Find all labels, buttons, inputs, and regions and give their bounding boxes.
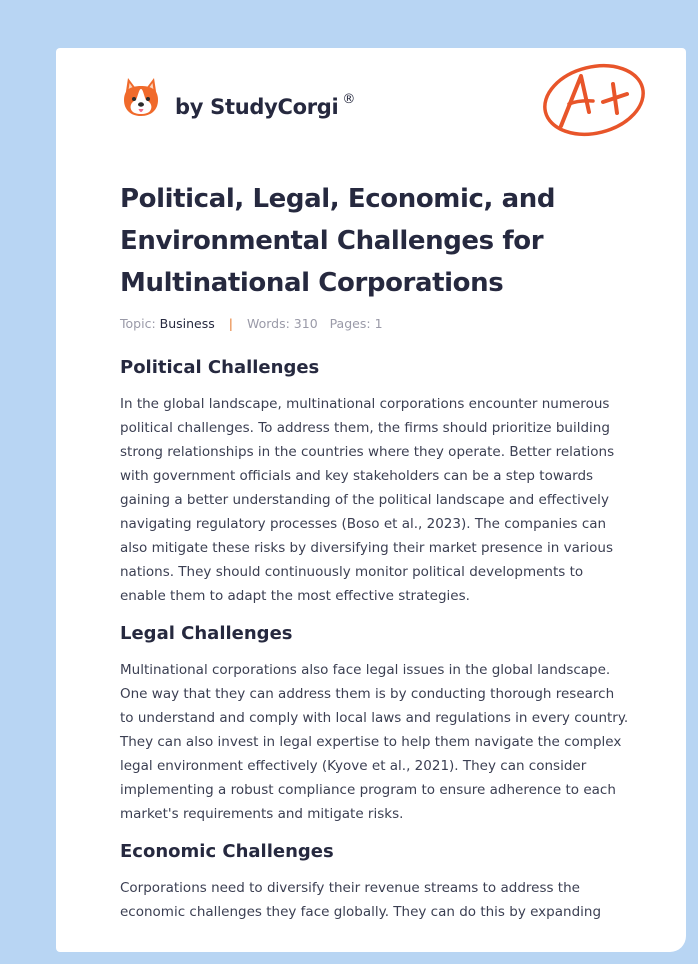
pages-value: 1: [374, 316, 383, 331]
section-body-economic: Corporations need to diversify their revenue streams to address the economic challenges they face globally. They can do this by expanding: [120, 880, 602, 920]
topic-link[interactable]: Business: [159, 316, 215, 331]
words-label: Words:: [246, 316, 290, 331]
article-content: [120, 178, 630, 924]
page-title: Political, Legal, Economic, and Environmental Challenges for Multinational Corporations: [120, 184, 556, 298]
a-plus-grade-icon: [539, 60, 649, 140]
section-body-legal: Multinational corporations also face legal issues in the global landscape. One way that they can address them is by conducting thorough research to understand and comply with local laws and regulations in every country. They can also invest in legal expertise to help them navigate the complex legal environment effectively (Kyove et al., 2021). They can consider implementing a robust compliance program to ensure adherence to each market's requirements and mitigate risks.: [120, 662, 629, 822]
brand-name[interactable]: [175, 92, 356, 119]
corgi-logo-icon[interactable]: [122, 76, 160, 120]
section-heading-political: Political Challenges: [120, 357, 320, 378]
page-header: [56, 48, 686, 148]
document-page: [56, 48, 686, 952]
meta-separator: |: [228, 316, 233, 331]
section-body-political: In the global landscape, multinational corporations encounter numerous political challenges. To address them, the firms should prioritize building strong relationships in the countries where they operate. Better relations with government officials and key stakeholders can be a step towards gaining a better understanding of the political landscape and effectively navigating regulatory processes (Boso et al., 2023). The companies can also mitigate these risks by diversifying their market presence in various nations. They should continuously monitor political developments to enable them to adapt the most effective strategies.: [120, 396, 615, 604]
pages-label: Pages:: [329, 316, 371, 331]
section-heading-economic: Economic Challenges: [120, 841, 334, 862]
article-meta: [120, 316, 630, 336]
brand-text: by StudyCorgi: [175, 95, 339, 119]
registered-mark: ®: [342, 92, 356, 107]
section-heading-legal: Legal Challenges: [120, 623, 293, 644]
topic-label: Topic:: [120, 316, 156, 331]
words-value: 310: [293, 316, 318, 331]
